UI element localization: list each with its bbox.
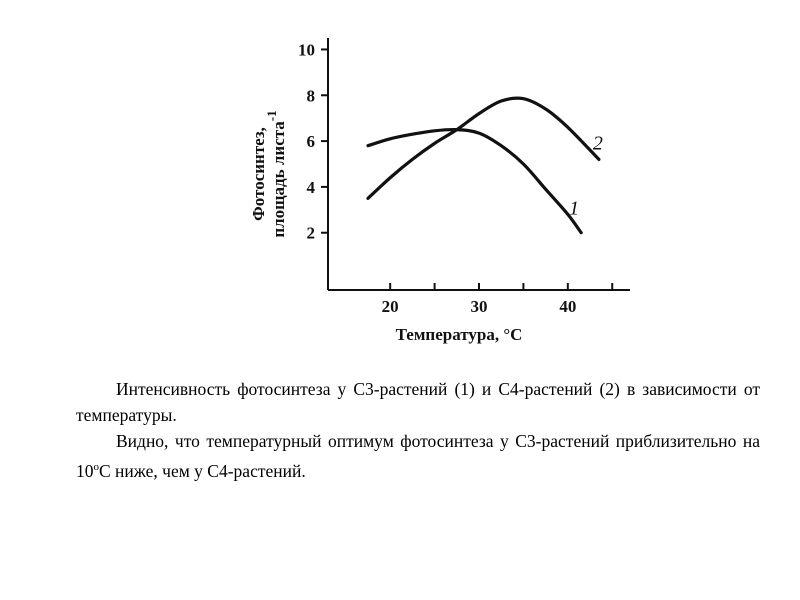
x-tick-label: 20	[381, 297, 399, 316]
y-tick-label: 8	[306, 86, 315, 106]
y-axis-label-line2-text: площадь листа	[269, 121, 288, 238]
degree-superscript: о	[93, 461, 99, 473]
y-axis-label-superscript: -1	[264, 110, 279, 122]
x-tick-label: 40	[559, 297, 577, 316]
y-tick-label: 6	[306, 132, 315, 152]
x-tick-label: 30	[470, 297, 488, 316]
y-axis-label-line1: Фотосинтез,	[249, 127, 268, 221]
caption-paragraph-2-end: С ниже, чем у С4-растений.	[99, 460, 306, 481]
chart-axes	[328, 38, 630, 290]
series-label-1: 1	[569, 197, 580, 220]
caption-paragraph-1: Интенсивность фотосинтеза у С3-растений (1) и С4-растений (2) в зависимости от температуры.	[76, 379, 760, 425]
y-axis-label	[249, 110, 288, 237]
y-tick-label: 10	[298, 40, 315, 60]
caption	[76, 376, 760, 484]
chart-series	[368, 98, 599, 233]
series-label-2: 2	[592, 132, 603, 155]
chart-ticks	[298, 40, 612, 316]
y-tick-label: 4	[306, 177, 315, 197]
x-axis-label: Температура, °С	[395, 325, 523, 344]
caption-paragraph-2-text: Видно, что температурный оптимум фотосинтеза у С3-растений приблизительно на 10	[76, 431, 760, 481]
series-line-2	[368, 98, 599, 198]
y-tick-label: 2	[306, 223, 315, 243]
series-line-1	[368, 130, 581, 233]
caption-paragraph-2	[76, 428, 760, 484]
photosynthesis-temperature-chart	[230, 30, 650, 350]
